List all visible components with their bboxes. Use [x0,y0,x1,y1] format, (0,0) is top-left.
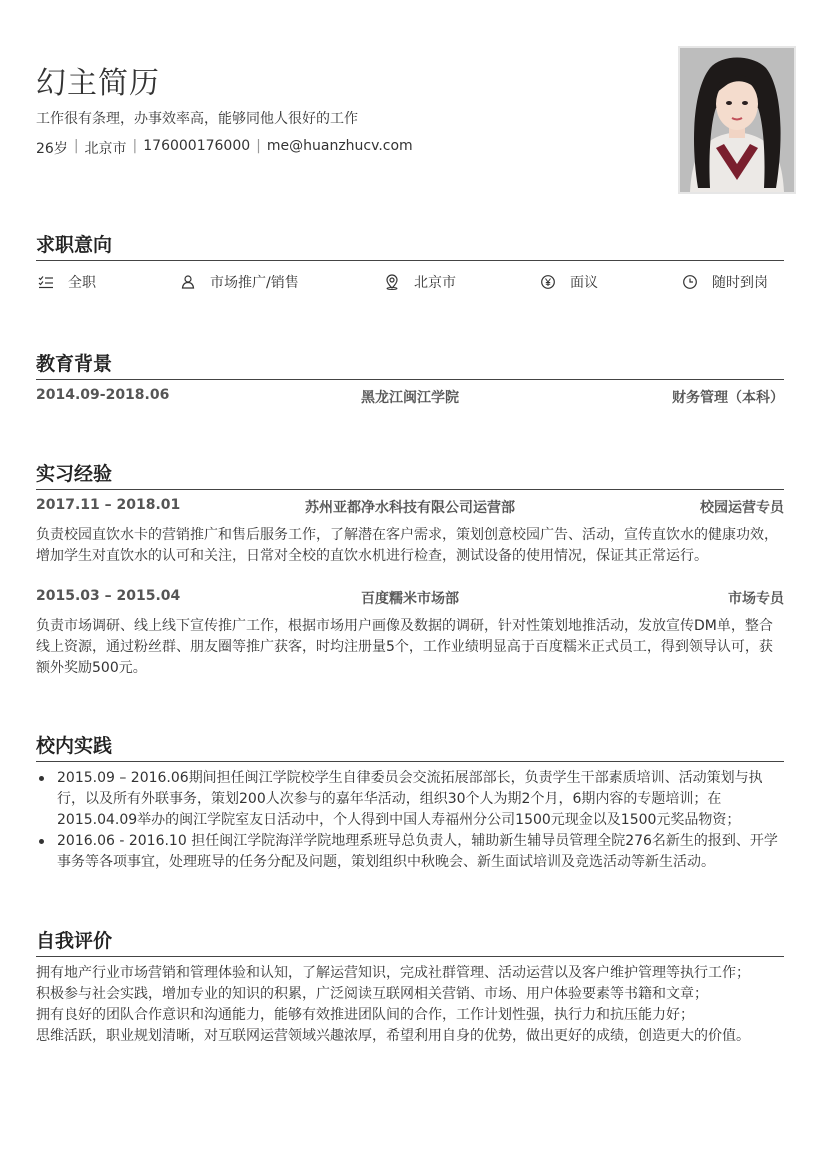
internship-date: 2015.03 – 2015.04 [36,588,181,604]
contact-separator: | [73,138,79,154]
internship-description: 负责市场调研、线上线下宣传推广工作，根据市场用户画像及数据的调研，针对性策划地推活动，发放宣传DM单，整合线上资源，通过粉丝群、朋友圈等推广获客，时均注册量5个，工作业绩明显高于百度糯米正式员工，得到领导认可，获额外奖励500元。 [36,618,773,676]
profile-photo [678,46,796,194]
person-icon [180,274,196,290]
intent-row [36,272,784,294]
location-icon [384,274,400,290]
self-eval-line: 思维活跃，职业规划清晰，对互联网运营领域兴趣浓厚，希望利用自身的优势，做出更好的成绩，创造更大的价值。 [36,1028,750,1044]
portrait-illustration [680,48,794,192]
section-title-campus: 校内实践 [36,731,784,762]
intent-label: 面议 [570,275,598,291]
list-item: 2015.09 – 2016.06期间担任闽江学院校学生自律委员会交流拓展部部长，负责学生干部素质培训、活动策划与执行，以及所有外联事务，策划200人次参与的嘉年华活动，组织30个人为期2个月，6期内容的专题培训；在2015.04.09举办的闽江学院室友日活动中，个人得到中国人寿福州分公司1500元现金以及1500元奖品物资； [36,768,784,831]
contact-line [36,138,413,158]
contact-separator: | [132,138,138,154]
internship-company: 苏州亚都净水科技有限公司运营部 [305,500,515,516]
self-eval-line: 积极参与社会实践，增加专业的知识的积累，广泛阅读互联网相关营销、市场、用户体验要素等书籍和文章； [36,986,708,1002]
internship-description: 负责校园直饮水卡的营销推广和售后服务工作，了解潜在客户需求，策划创意校园广告、活动，宣传直饮水的健康功效，增加学生对直饮水的认可和关注，日常对全校的直饮水机进行检查，测试设备的使用情况，保证其正常运行。 [36,527,778,564]
section-title-self-eval: 自我评价 [36,926,784,957]
intent-item-city [384,272,456,292]
intent-item-type [38,272,96,292]
education-major: 财务管理（本科） [672,390,784,406]
education-row [36,387,784,407]
clock-icon [682,274,698,290]
contact-separator: | [256,138,261,154]
internship-row [36,588,784,608]
education-date: 2014.09-2018.06 [36,387,170,403]
section-title-internship: 实习经验 [36,459,784,490]
intent-label: 市场推广/销售 [210,275,299,291]
internship-role: 市场专员 [728,591,784,607]
internship-role: 校园运营专员 [700,500,784,516]
self-eval-line: 拥有地产行业市场营销和管理体验和认知，了解运营知识，完成社群管理、活动运营以及客户维护管理等执行工作； [36,965,750,981]
self-eval-line: 拥有良好的团队合作意识和沟通能力，能够有效推进团队间的合作，工作计划性强，执行力和抗压能力好； [36,1007,694,1023]
tagline: 工作很有条理，办事效率高，能够同他人很好的工作 [36,111,358,127]
section-title-education: 教育背景 [36,349,784,380]
list-item: 2016.06 - 2016.10 担任闽江学院海洋学院地理系班导总负责人，辅助新生辅导员管理全院276名新生的报到、开学事务等各项事宜，处理班导的任务分配及问题，策划组织中秋晚会、新生面试培训及竞选活动等新生活动。 [36,831,784,873]
resume-name: 幻主简历 [36,66,160,101]
self-eval-text [36,963,784,1047]
contact-email: me@huanzhucv.com [266,138,413,154]
section-title-intent: 求职意向 [36,230,784,261]
intent-item-availability [682,272,768,292]
intent-label: 随时到岗 [712,275,768,291]
intent-item-salary [540,272,598,292]
intent-label: 北京市 [414,275,456,291]
list-icon [38,274,54,290]
contact-city: 北京市 [84,141,127,157]
contact-age: 26岁 [36,141,68,157]
campus-list [36,768,784,873]
contact-phone: 176000176000 [143,138,251,154]
internship-row [36,497,784,517]
intent-item-position [180,272,299,292]
education-school: 黑龙江闽江学院 [361,390,459,406]
internship-date: 2017.11 – 2018.01 [36,497,181,513]
internship-company: 百度糯米市场部 [361,591,459,607]
intent-label: 全职 [68,275,96,291]
yen-icon [540,274,556,290]
